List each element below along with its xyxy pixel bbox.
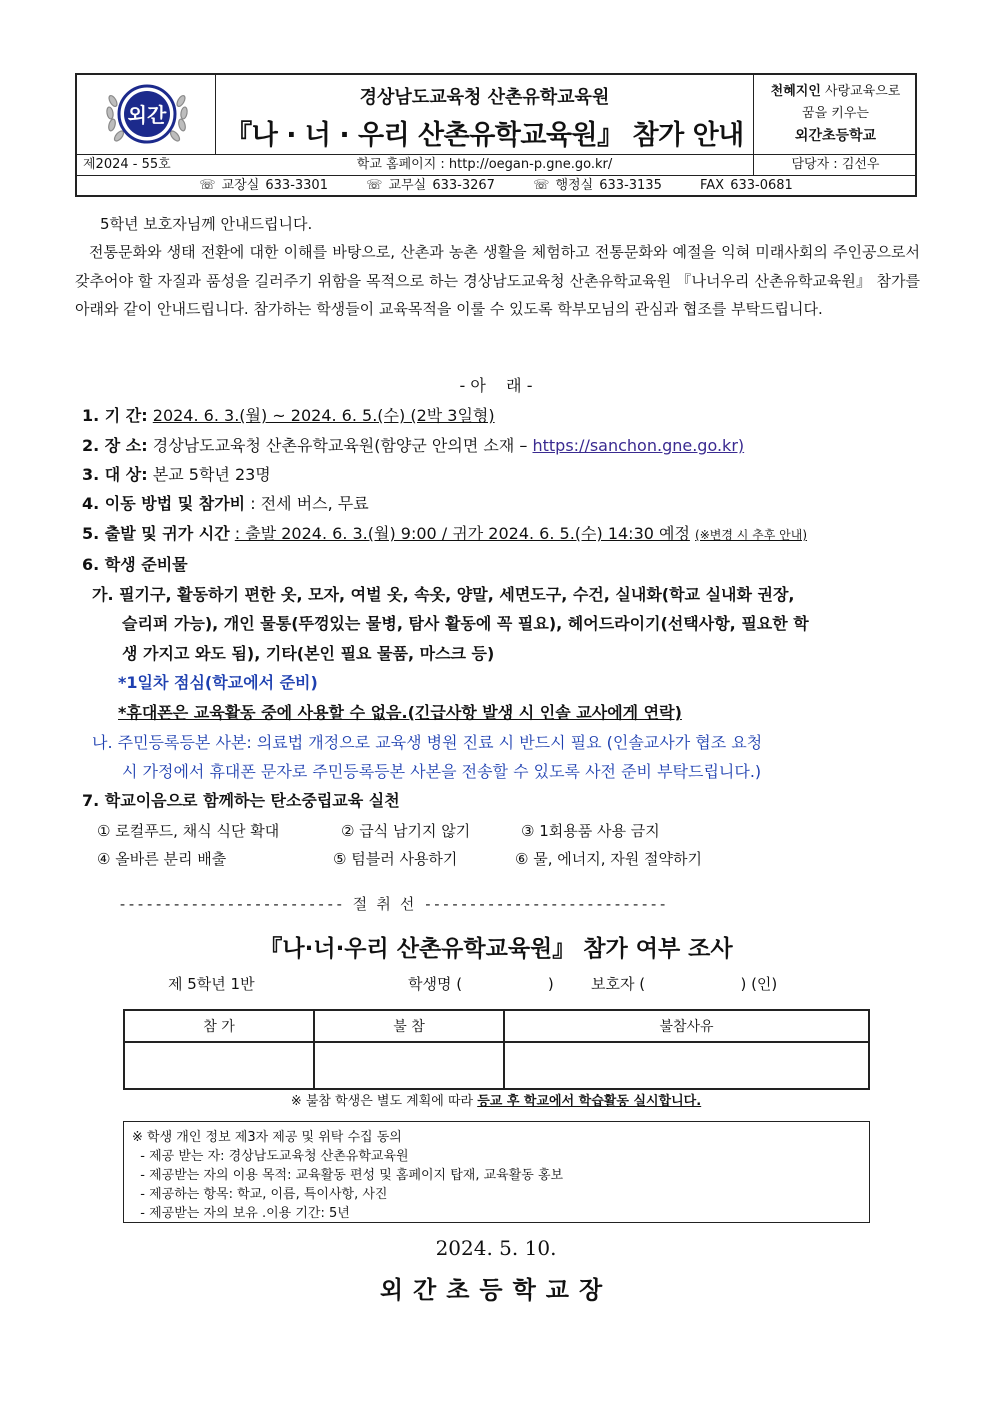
school-logo — [99, 81, 195, 151]
greeting: 5학년 보호자님께 안내드립니다. — [100, 215, 313, 233]
signature: 외간초등학교장 — [379, 1275, 613, 1304]
item-place — [82, 434, 744, 458]
carbon-row-2 — [97, 847, 702, 871]
absence-note — [0, 1088, 992, 1116]
carbon-item: ③ 1회용품 사용 금지 — [521, 822, 660, 840]
homepage: 학교 홈페이지 : http://oegan-p.gne.go.kr/ — [356, 157, 613, 172]
privacy-line: - 제공 받는 자: 경상남도교육청 산촌유학교육원 — [132, 1149, 409, 1164]
motto-rest: 사랑교육으로 — [820, 84, 901, 99]
item-label: 1. 기 간: — [82, 406, 148, 425]
document-number: 제2024 - 55호 — [83, 157, 171, 172]
survey-table — [123, 1009, 870, 1090]
resident-copy-note-2: 시 가정에서 휴대폰 문자로 주민등록등본 사본을 전송할 수 있도록 사전 준비 부탁드립니다.) — [122, 762, 762, 781]
survey-student-name[interactable]: 학생명 ( ) — [408, 975, 554, 993]
item-target — [82, 463, 271, 487]
cut-line: ------------------------- 절 취 선 --------------------------- — [118, 895, 668, 913]
item-label: 6. 학생 준비물 — [82, 555, 188, 574]
supplies-list-a1: 가. 필기구, 활동하기 편한 옷, 모자, 여벌 옷, 속옷, 양말, 세면도구, 수건, 실내화(학교 실내화 권장, — [92, 585, 795, 604]
office-phone: ☏ 교무실 633-3267 — [366, 178, 495, 193]
contact-line — [77, 176, 915, 197]
item-schedule — [82, 522, 807, 547]
item-label: 3. 대 상: — [82, 465, 148, 484]
principal-phone: ☏ 교장실 633-3301 — [199, 178, 328, 193]
header-absent: 불 참 — [314, 1010, 504, 1042]
intro-paragraph: 전통문화와 생태 전환에 대한 이해를 바탕으로, 산촌과 농촌 생활을 체험하고 전통문화와 예절을 익혀 미래사회의 주인공으로서 갖추어야 할 자질과 품성을 길러주기 위함을 목적으로 하는 경상남도교육청 산촌유학교육원 『나너우리 산촌유학교육원』 참가를 아래와 같이 안내드립니다. 참가하는 학생들이 교육목적을 이룰 수 있도록 학부모님의 관심과 협조를 부탁드립니다. — [75, 243, 920, 318]
sanchon-link[interactable]: https://sanchon.gne.go.kr) — [532, 436, 745, 455]
absence-note-prefix: ※ 불참 학생은 별도 계획에 따라 — [290, 1094, 478, 1109]
school-name: 외간초등학교 — [794, 128, 877, 144]
motto-line2: 꿈을 키우는 — [802, 106, 869, 121]
notice-heading: - 아 래 - — [459, 376, 533, 395]
item-carbon — [82, 789, 400, 813]
manager: 담당자 : 김선우 — [791, 157, 880, 172]
page-title: 『나 · 너 · 우리 산촌유학교육원』 참가 안내 — [225, 120, 744, 151]
privacy-consent-box — [123, 1121, 870, 1223]
absence-note-emphasis: 등교 후 학교에서 학습활동 실시합니다. — [477, 1094, 702, 1109]
carbon-item: ④ 올바른 분리 배출 — [97, 850, 227, 868]
privacy-line: - 제공받는 자의 보유 .이용 기간: 5년 — [132, 1206, 350, 1221]
item-label: 4. 이동 방법 및 참가비 — [82, 494, 246, 513]
survey-title: 『나·너·우리 산촌유학교육원』 참가 여부 조사 — [259, 936, 733, 962]
attend-cell[interactable] — [124, 1042, 314, 1089]
organization-name: 경상남도교육청 산촌유학교육원 — [359, 87, 610, 108]
item-note: (※변경 시 추후 안내) — [695, 528, 808, 542]
table-row — [124, 1042, 869, 1089]
carbon-row-1 — [97, 819, 660, 843]
item-value: 경상남도교육청 산촌유학교육원(함양군 안의면 소재 – — [152, 436, 533, 455]
survey-guardian-name[interactable]: 보호자 ( ) (인) — [591, 975, 778, 993]
resident-copy-note-1: 나. 주민등록등본 사본: 의료법 개정으로 교육생 병원 진료 시 반드시 필요 (인솔교사가 협조 요청 — [92, 733, 763, 752]
school-motto — [754, 81, 917, 147]
lunch-note: *1일차 점심(학교에서 준비) — [118, 673, 318, 692]
absent-cell[interactable] — [314, 1042, 504, 1089]
privacy-line: - 제공받는 자의 이용 목적: 교육활동 편성 및 홈페이지 탑재, 교육활동 홍보 — [132, 1168, 564, 1183]
item-value: 본교 5학년 23명 — [152, 465, 271, 484]
admin-phone: ☏ 행정실 633-3135 — [533, 178, 662, 193]
item-supplies — [82, 553, 188, 577]
reason-cell[interactable] — [504, 1042, 869, 1089]
item-transport — [82, 492, 369, 516]
item-value: 2024. 6. 3.(월) ~ 2024. 6. 5.(수) (2박 3일형) — [152, 406, 495, 425]
svg-text:외간: 외간 — [127, 103, 167, 127]
supplies-list-a2: 슬리퍼 가능), 개인 물통(뚜껑있는 물병, 탐사 활동에 꼭 필요), 헤어드라이기(선택사항, 필요한 학 — [122, 614, 809, 633]
carbon-item: ① 로컬푸드, 채식 식단 확대 — [97, 822, 280, 840]
item-period — [82, 404, 495, 428]
item-value: : 전세 버스, 무료 — [250, 494, 369, 513]
carbon-item: ⑥ 물, 에너지, 자원 절약하기 — [515, 850, 702, 868]
letterhead — [75, 73, 917, 197]
fax-number: FAX 633-0681 — [700, 178, 793, 193]
table-header-row — [124, 1010, 869, 1042]
header-attend: 참 가 — [124, 1010, 314, 1042]
item-label: 2. 장 소: — [82, 436, 148, 455]
carbon-item: ② 급식 남기지 않기 — [341, 822, 471, 840]
phone-note: *휴대폰은 교육활동 중에 사용할 수 없음.(긴급사항 발생 시 인솔 교사에게 연락) — [118, 703, 682, 722]
survey-grade: 제 5학년 1반 — [168, 975, 255, 993]
item-value: : 출발 2024. 6. 3.(월) 9:00 / 귀가 2024. 6. 5.(수) 14:30 예정 — [234, 524, 690, 543]
header-reason: 불참사유 — [504, 1010, 869, 1042]
issue-date: 2024. 5. 10. — [435, 1236, 557, 1260]
motto-bold: 천혜지인 — [770, 84, 821, 99]
supplies-list-a3: 생 가지고 와도 됨), 기타(본인 필요 물품, 마스크 등) — [122, 644, 495, 663]
privacy-line: ※ 학생 개인 정보 제3자 제공 및 위탁 수집 동의 — [132, 1130, 402, 1145]
carbon-item: ⑤ 텀블러 사용하기 — [333, 850, 458, 868]
item-label: 5. 출발 및 귀가 시간 — [82, 524, 230, 543]
item-label: 7. 학교이음으로 함께하는 탄소중립교육 실천 — [82, 791, 400, 810]
privacy-line: - 제공하는 항목: 학교, 이름, 특이사항, 사진 — [132, 1187, 388, 1202]
